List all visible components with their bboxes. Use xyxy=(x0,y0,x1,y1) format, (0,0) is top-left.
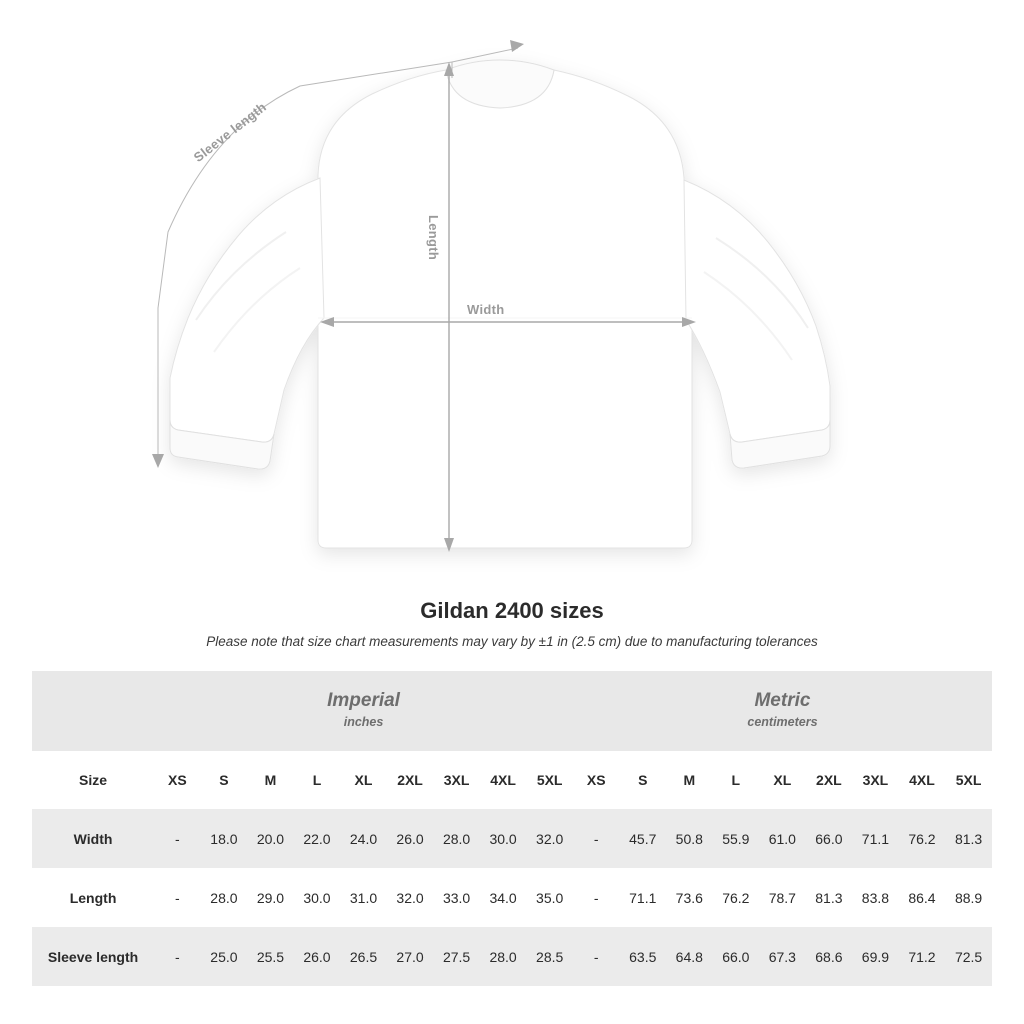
cell-length-metric-s: 71.1 xyxy=(629,889,657,906)
cell-length-imperial-m: 29.0 xyxy=(256,889,285,906)
cell-sleeve-metric-xs: - xyxy=(593,948,599,965)
cell-sleeve-metric-3xl: 69.9 xyxy=(861,948,890,965)
cell-sleeve-imperial-3xl: 27.5 xyxy=(442,948,471,965)
table-corner-cell xyxy=(32,671,154,751)
cell-sleeve-metric-5xl: 72.5 xyxy=(954,948,983,965)
cell-width-imperial-5xl: 32.0 xyxy=(536,830,564,847)
size-header-metric-5xl: 5XL xyxy=(955,772,982,788)
size-header-imperial-s: S xyxy=(219,772,229,788)
size-header-imperial-m: M xyxy=(264,772,277,788)
cell-width-metric-xs: - xyxy=(593,830,599,847)
size-header-metric-m: M xyxy=(683,772,696,788)
size-chart-table xyxy=(32,671,992,986)
size-header-imperial-5xl: 5XL xyxy=(536,772,563,788)
size-header-metric-4xl: 4XL xyxy=(909,772,935,788)
cell-width-metric-m: 50.8 xyxy=(675,830,703,847)
cell-width-imperial-s: 18.0 xyxy=(210,830,238,847)
cell-sleeve-metric-s: 63.5 xyxy=(629,948,657,965)
cell-sleeve-metric-xl: 67.3 xyxy=(768,948,796,965)
unit-imperial-name: Imperial xyxy=(327,689,400,711)
size-header-imperial-xl: XL xyxy=(354,772,373,788)
width-dimension-label: Width xyxy=(467,302,505,317)
cell-length-metric-2xl: 81.3 xyxy=(815,889,843,906)
unit-header-row xyxy=(32,671,992,751)
cell-width-metric-2xl: 66.0 xyxy=(815,830,843,847)
cell-width-metric-xl: 61.0 xyxy=(768,830,796,847)
cell-sleeve-imperial-s: 25.0 xyxy=(210,948,238,965)
cell-length-imperial-4xl: 34.0 xyxy=(489,889,517,906)
cell-sleeve-metric-m: 64.8 xyxy=(675,948,703,965)
size-header-row xyxy=(32,751,992,809)
size-header-metric-s: S xyxy=(638,772,648,788)
cell-length-metric-3xl: 83.8 xyxy=(861,889,890,906)
size-header-metric-xs: XS xyxy=(586,772,606,788)
cell-length-imperial-s: 28.0 xyxy=(210,889,238,906)
table-row xyxy=(32,927,992,986)
cell-width-metric-4xl: 76.2 xyxy=(908,830,936,847)
table-row xyxy=(32,809,992,868)
cell-length-imperial-2xl: 32.0 xyxy=(396,889,424,906)
cell-sleeve-imperial-xs: - xyxy=(175,948,180,965)
cell-width-imperial-xs: - xyxy=(175,830,180,847)
unit-imperial-sub: inches xyxy=(343,715,384,730)
size-header-metric-l: L xyxy=(731,772,741,788)
cell-length-metric-xl: 78.7 xyxy=(768,889,796,906)
cell-width-metric-s: 45.7 xyxy=(629,830,657,847)
table-row xyxy=(32,868,992,927)
unit-group-metric xyxy=(573,671,992,751)
cell-sleeve-metric-l: 66.0 xyxy=(722,948,750,965)
cell-width-imperial-2xl: 26.0 xyxy=(396,830,424,847)
row-label-width: Width xyxy=(73,830,113,847)
row-label-length: Length xyxy=(69,889,117,906)
chart-heading-block xyxy=(0,598,1024,649)
cell-sleeve-metric-4xl: 71.2 xyxy=(908,948,936,965)
size-header-metric-xl: XL xyxy=(773,772,792,788)
sleeve-length-dimension-label: Sleeve length xyxy=(190,99,270,165)
cell-width-imperial-l: 22.0 xyxy=(303,830,331,847)
cell-sleeve-imperial-l: 26.0 xyxy=(303,948,331,965)
cell-length-metric-4xl: 86.4 xyxy=(908,889,936,906)
size-header-imperial-4xl: 4XL xyxy=(490,772,516,788)
cell-width-metric-5xl: 81.3 xyxy=(954,830,983,847)
tolerance-note: Please note that size chart measurements may vary by ±1 in (2.5 cm) due to manufacturing tolerances xyxy=(206,634,818,649)
cell-length-metric-5xl: 88.9 xyxy=(954,889,983,906)
size-header-metric-2xl: 2XL xyxy=(816,772,842,788)
cell-length-imperial-xs: - xyxy=(175,889,180,906)
cell-length-metric-m: 73.6 xyxy=(675,889,703,906)
cell-length-imperial-5xl: 35.0 xyxy=(536,889,564,906)
unit-metric-name: Metric xyxy=(754,689,811,711)
cell-sleeve-imperial-2xl: 27.0 xyxy=(396,948,424,965)
unit-metric-sub: centimeters xyxy=(747,715,818,730)
size-label-cell: Size xyxy=(32,751,154,809)
size-header-imperial-3xl: 3XL xyxy=(443,772,470,788)
cell-length-metric-xs: - xyxy=(593,889,599,906)
cell-sleeve-imperial-4xl: 28.0 xyxy=(489,948,517,965)
row-label-sleeve-length: Sleeve length xyxy=(47,948,139,965)
cell-width-imperial-3xl: 28.0 xyxy=(442,830,471,847)
cell-width-metric-l: 55.9 xyxy=(722,830,750,847)
cell-width-imperial-m: 20.0 xyxy=(256,830,285,847)
cell-length-imperial-3xl: 33.0 xyxy=(442,889,471,906)
cell-width-metric-3xl: 71.1 xyxy=(861,830,890,847)
cell-sleeve-imperial-xl: 26.5 xyxy=(349,948,378,965)
page-title: Gildan 2400 sizes xyxy=(420,598,604,623)
cell-length-metric-l: 76.2 xyxy=(722,889,750,906)
cell-sleeve-metric-2xl: 68.6 xyxy=(815,948,843,965)
cell-width-imperial-xl: 24.0 xyxy=(349,830,378,847)
cell-length-imperial-l: 30.0 xyxy=(303,889,331,906)
size-header-imperial-xs: XS xyxy=(168,772,187,788)
size-header-imperial-2xl: 2XL xyxy=(397,772,423,788)
cell-length-imperial-xl: 31.0 xyxy=(349,889,378,906)
unit-group-imperial xyxy=(154,671,573,751)
cell-sleeve-imperial-m: 25.5 xyxy=(256,948,285,965)
size-header-metric-3xl: 3XL xyxy=(862,772,889,788)
size-header-imperial-l: L xyxy=(312,772,322,788)
length-dimension-label: Length xyxy=(426,215,441,261)
cell-sleeve-imperial-5xl: 28.5 xyxy=(536,948,564,965)
cell-width-imperial-4xl: 30.0 xyxy=(489,830,517,847)
size-chart-table-wrapper xyxy=(32,671,992,986)
